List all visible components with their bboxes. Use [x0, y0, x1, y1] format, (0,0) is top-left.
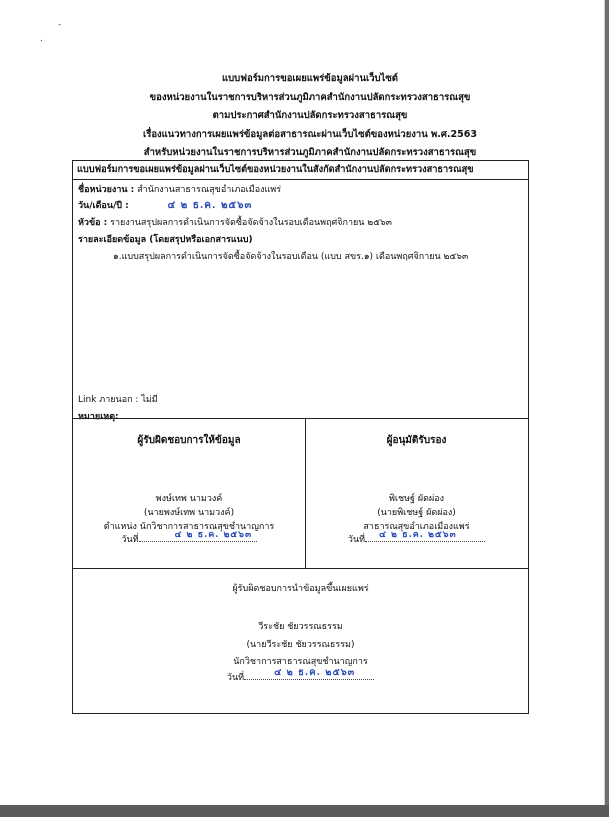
subject-value: รายงานสรุปผลการดำเนินการจัดซื้อจัดจ้างในรอบเดือนพฤศจิกายน ๒๕๖๓ — [110, 218, 392, 228]
right-sign-name: พิเชษฐ์ ผัดผ่อง — [388, 494, 445, 504]
date-label: วัน/เดือน/ปี : — [78, 201, 129, 211]
bottom-sign-name: วีระชัย ชัยวรรณธรรม — [258, 622, 343, 632]
bottom-sign-date-dots — [244, 667, 374, 680]
left-sign-name-paren: (นายพงษ์เทพ นามวงค์) — [143, 508, 235, 518]
bottom-sign-heading: ผู้รับผิดชอบการนำข้อมูลขึ้นเผยแพร่ — [232, 584, 369, 594]
bottom-sign-date-row — [73, 667, 528, 684]
bottom-sign-name-paren: (นายวีระชัย ชัยวรรณธรรม) — [246, 640, 355, 650]
form-box — [72, 160, 529, 714]
header-line: แบบฟอร์มการขอเผยแพร่ข้อมูลผ่านเว็บไซต์ — [222, 73, 398, 84]
link-label: Link ภายนอก : — [78, 395, 139, 405]
right-sign-name-paren: (นายพิเชษฐ์ ผัดผ่อง) — [377, 508, 456, 518]
scan-background — [0, 805, 609, 817]
publisher-signature-block — [73, 567, 528, 713]
date-row — [78, 198, 252, 213]
left-sign-heading: ผู้รับผิดชอบการให้ข้อมูล — [137, 435, 241, 446]
left-sign-date-dots — [139, 530, 257, 542]
detail-item: ๑.แบบสรุปผลการดำเนินการจัดซื้อจัดจ้างในรอบเดือน (แบบ สขร.๑) เดือนพฤศจิกายน ๒๕๖๓ — [113, 252, 469, 262]
right-signature-block — [305, 419, 528, 568]
note-label: หมายเหตุ: — [78, 412, 119, 422]
header-line: ตามประกาศสำนักงานปลัดกระทรวงสาธารณสุข — [212, 110, 408, 121]
signature-section — [73, 418, 528, 569]
right-sign-heading: ผู้อนุมัติรับรอง — [386, 435, 447, 446]
left-sign-date-stamp: ๔ ๒ ธ.ค. ๒๕๖๓ — [174, 530, 253, 540]
header-line: สำหรับหน่วยงานในราชการบริหารส่วนภูมิภาคสำนักงานปลัดกระทรวงสาธารณสุข — [143, 147, 477, 158]
unit-value: สำนักงานสาธารณสุขอำเภอเมืองแพร่ — [137, 185, 282, 195]
detail-heading-row — [78, 232, 253, 246]
left-sign-name: พงษ์เทพ นามวงค์ — [155, 494, 223, 504]
document-header — [60, 70, 560, 163]
subject-row — [78, 215, 392, 229]
bottom-sign-date-label: วันที่ — [226, 673, 245, 683]
form-title: แบบฟอร์มการขอเผยแพร่ข้อมูลผ่านเว็บไซต์ของหน่วยงานในสังกัดสำนักงานปลัดกระทรวงสาธารณสุข — [73, 161, 528, 180]
scan-mark: - — [58, 20, 62, 30]
detail-label: รายละเอียดข้อมูล (โดยสรุปหรือเอกสารแนบ) — [78, 235, 253, 245]
header-line: เรื่องแนวทางการเผยแพร่ข้อมูลต่อสาธารณะผ่านเว็บไซต์ของหน่วยงาน พ.ศ.2563 — [142, 128, 477, 140]
scan-mark: . — [40, 34, 43, 44]
right-sign-date-dots — [365, 530, 485, 542]
right-sign-date-label: วันที่ — [347, 535, 366, 545]
header-line: ของหน่วยงานในราชการบริหารส่วนภูมิภาคสำนักงานปลัดกระทรวงสาธารณสุข — [149, 91, 471, 103]
right-sign-date-row — [305, 532, 528, 546]
unit-row — [78, 182, 281, 196]
link-value: ไม่มี — [141, 395, 158, 405]
subject-label: หัวข้อ : — [78, 218, 108, 228]
left-sign-date-label: วันที่ — [121, 535, 139, 545]
bottom-sign-position: นักวิชาการสาธารณสุขชำนาญการ — [233, 657, 368, 667]
left-sign-position: ตำแหน่ง นักวิชาการสาธารณสุขชำนาญการ — [103, 522, 275, 532]
right-sign-date-stamp: ๔ ๒ ธ.ค. ๒๕๖๓ — [379, 530, 457, 540]
left-sign-date-row — [73, 532, 305, 546]
right-sign-position: สาธารณสุขอำเภอเมืองแพร่ — [363, 522, 470, 532]
unit-label: ชื่อหน่วยงาน : — [78, 185, 135, 195]
bottom-sign-date-stamp: ๔ ๒ ธ.ค. ๒๕๖๓ — [274, 667, 356, 678]
left-signature-block — [73, 419, 306, 568]
link-row — [78, 392, 158, 406]
date-stamp: ๔ ๒ ธ.ค. ๒๕๖๓ — [167, 200, 253, 211]
